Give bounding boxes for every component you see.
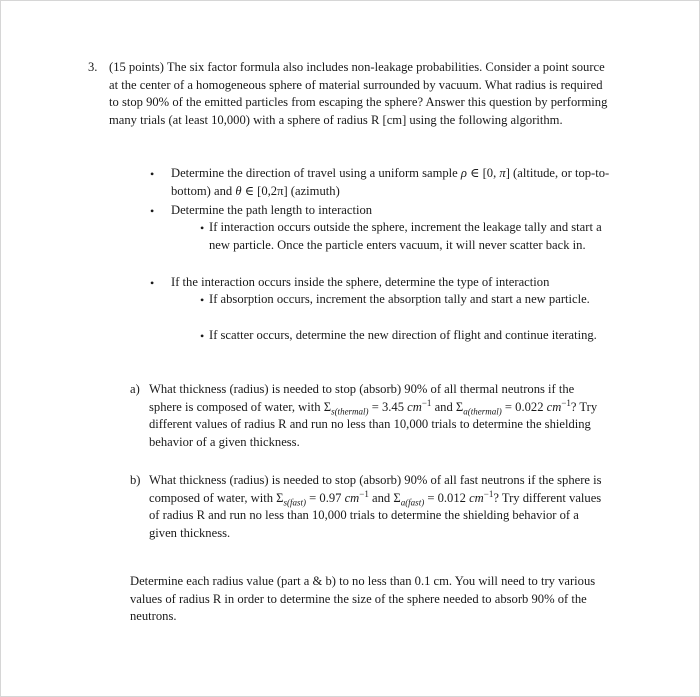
unit: cm xyxy=(469,490,484,505)
question-intro: (15 points) The six factor formula also includes non-leakage probabilities. Consider a point source at the center of a homogeneous sphere of material surrounded by vacuum. What radius is required to stop 90% of the emitted particles from escaping the sphere? Answer this question by performing many trials (at least 10,000) with a sphere of radius R [cm] using the following algorithm. xyxy=(109,60,608,127)
algorithm-step-2: Determine the path length to interaction xyxy=(171,203,373,217)
algorithm-step-3-sub-2: If scatter occurs, determine the new direction of flight and continue iterating. xyxy=(209,328,597,342)
unit: cm xyxy=(407,399,422,414)
algorithm-step-3: If the interaction occurs inside the sphere, determine the type of interaction xyxy=(171,275,550,289)
unit-exponent: −1 xyxy=(359,488,369,499)
step1-pre: Determine the direction of travel using a uniform sample xyxy=(171,166,461,180)
unit-exponent: −1 xyxy=(561,397,571,408)
part-b-text xyxy=(149,472,604,542)
sigma-a-subscript: a(thermal) xyxy=(463,406,502,417)
part-a-text-1: What thickness (radius) is needed to stop (absorb) 90% of all thermal neutrons if the sphere is composed of water, with xyxy=(149,382,575,414)
question-number: 3. xyxy=(88,60,98,74)
unit-exponent: −1 xyxy=(483,488,494,499)
part-a-label: a) xyxy=(130,382,140,396)
sigma-s-symbol: Σ xyxy=(276,490,284,505)
sigma-a-value: = 0.012 xyxy=(424,490,470,505)
unit: cm xyxy=(546,399,562,414)
sigma-a-symbol: Σ xyxy=(455,399,464,414)
and-word: and xyxy=(431,399,456,414)
part-a-text xyxy=(149,381,604,451)
sigma-a-symbol: Σ xyxy=(393,490,401,505)
sigma-a-value: = 0.022 xyxy=(501,399,547,414)
algorithm-step-3-sub-1: If absorption occurs, increment the absorption tally and start a new particle. xyxy=(209,292,590,306)
step1-mid: ∈ [0, xyxy=(466,166,500,180)
sigma-s-value: = 3.45 xyxy=(368,399,408,414)
part-b-label: b) xyxy=(130,473,141,487)
algorithm-step-2-sub: If interaction occurs outside the sphere, increment the leakage tally and start a new particle. Once the particle enters vacuum, it will never scatter back in. xyxy=(209,220,602,252)
final-note: Determine each radius value (part a & b) to no less than 0.1 cm. You will need to try various values of radius R in order to determine the size of the sphere needed to absorb 90% of the neutrons. xyxy=(130,574,596,624)
theta-symbol: θ xyxy=(235,183,242,198)
part-a-text-2: ? Try different values of radius R and run no less than 10,000 trials to determine the shielding behavior of a given thickness. xyxy=(149,399,598,449)
and-word: and xyxy=(368,490,394,505)
sub-bullet-icon: • xyxy=(200,293,205,307)
sigma-s-subscript: s(thermal) xyxy=(331,406,369,417)
part-b-text-2: ? Try different values of radius R and run no less than 10,000 trials to determine the shielding behavior of a given thickness. xyxy=(149,490,602,540)
sub-bullet-icon: • xyxy=(200,329,205,343)
pi-symbol: π xyxy=(499,166,506,180)
bullet-icon: • xyxy=(150,276,155,290)
step1-tail: ∈ [0,2π] (azimuth) xyxy=(241,183,340,198)
part-b-text-1: What thickness (radius) is needed to stop (absorb) 90% of all fast neutrons if the sphere is composed of water, with xyxy=(149,473,602,505)
algorithm-step-1 xyxy=(171,165,611,200)
rho-symbol: ρ xyxy=(460,166,467,180)
bullet-icon: • xyxy=(150,204,155,218)
sub-bullet-icon: • xyxy=(200,221,205,235)
unit-exponent: −1 xyxy=(421,397,432,408)
unit: cm xyxy=(344,490,360,505)
bullet-icon: • xyxy=(150,167,155,181)
sigma-s-subscript: s(fast) xyxy=(283,497,306,508)
sigma-a-subscript: a(fast) xyxy=(400,497,425,508)
step1-post: ] (altitude, or top-to-bottom) and xyxy=(171,166,610,198)
sigma-s-symbol: Σ xyxy=(323,399,332,414)
sigma-s-value: = 0.97 xyxy=(306,490,345,505)
